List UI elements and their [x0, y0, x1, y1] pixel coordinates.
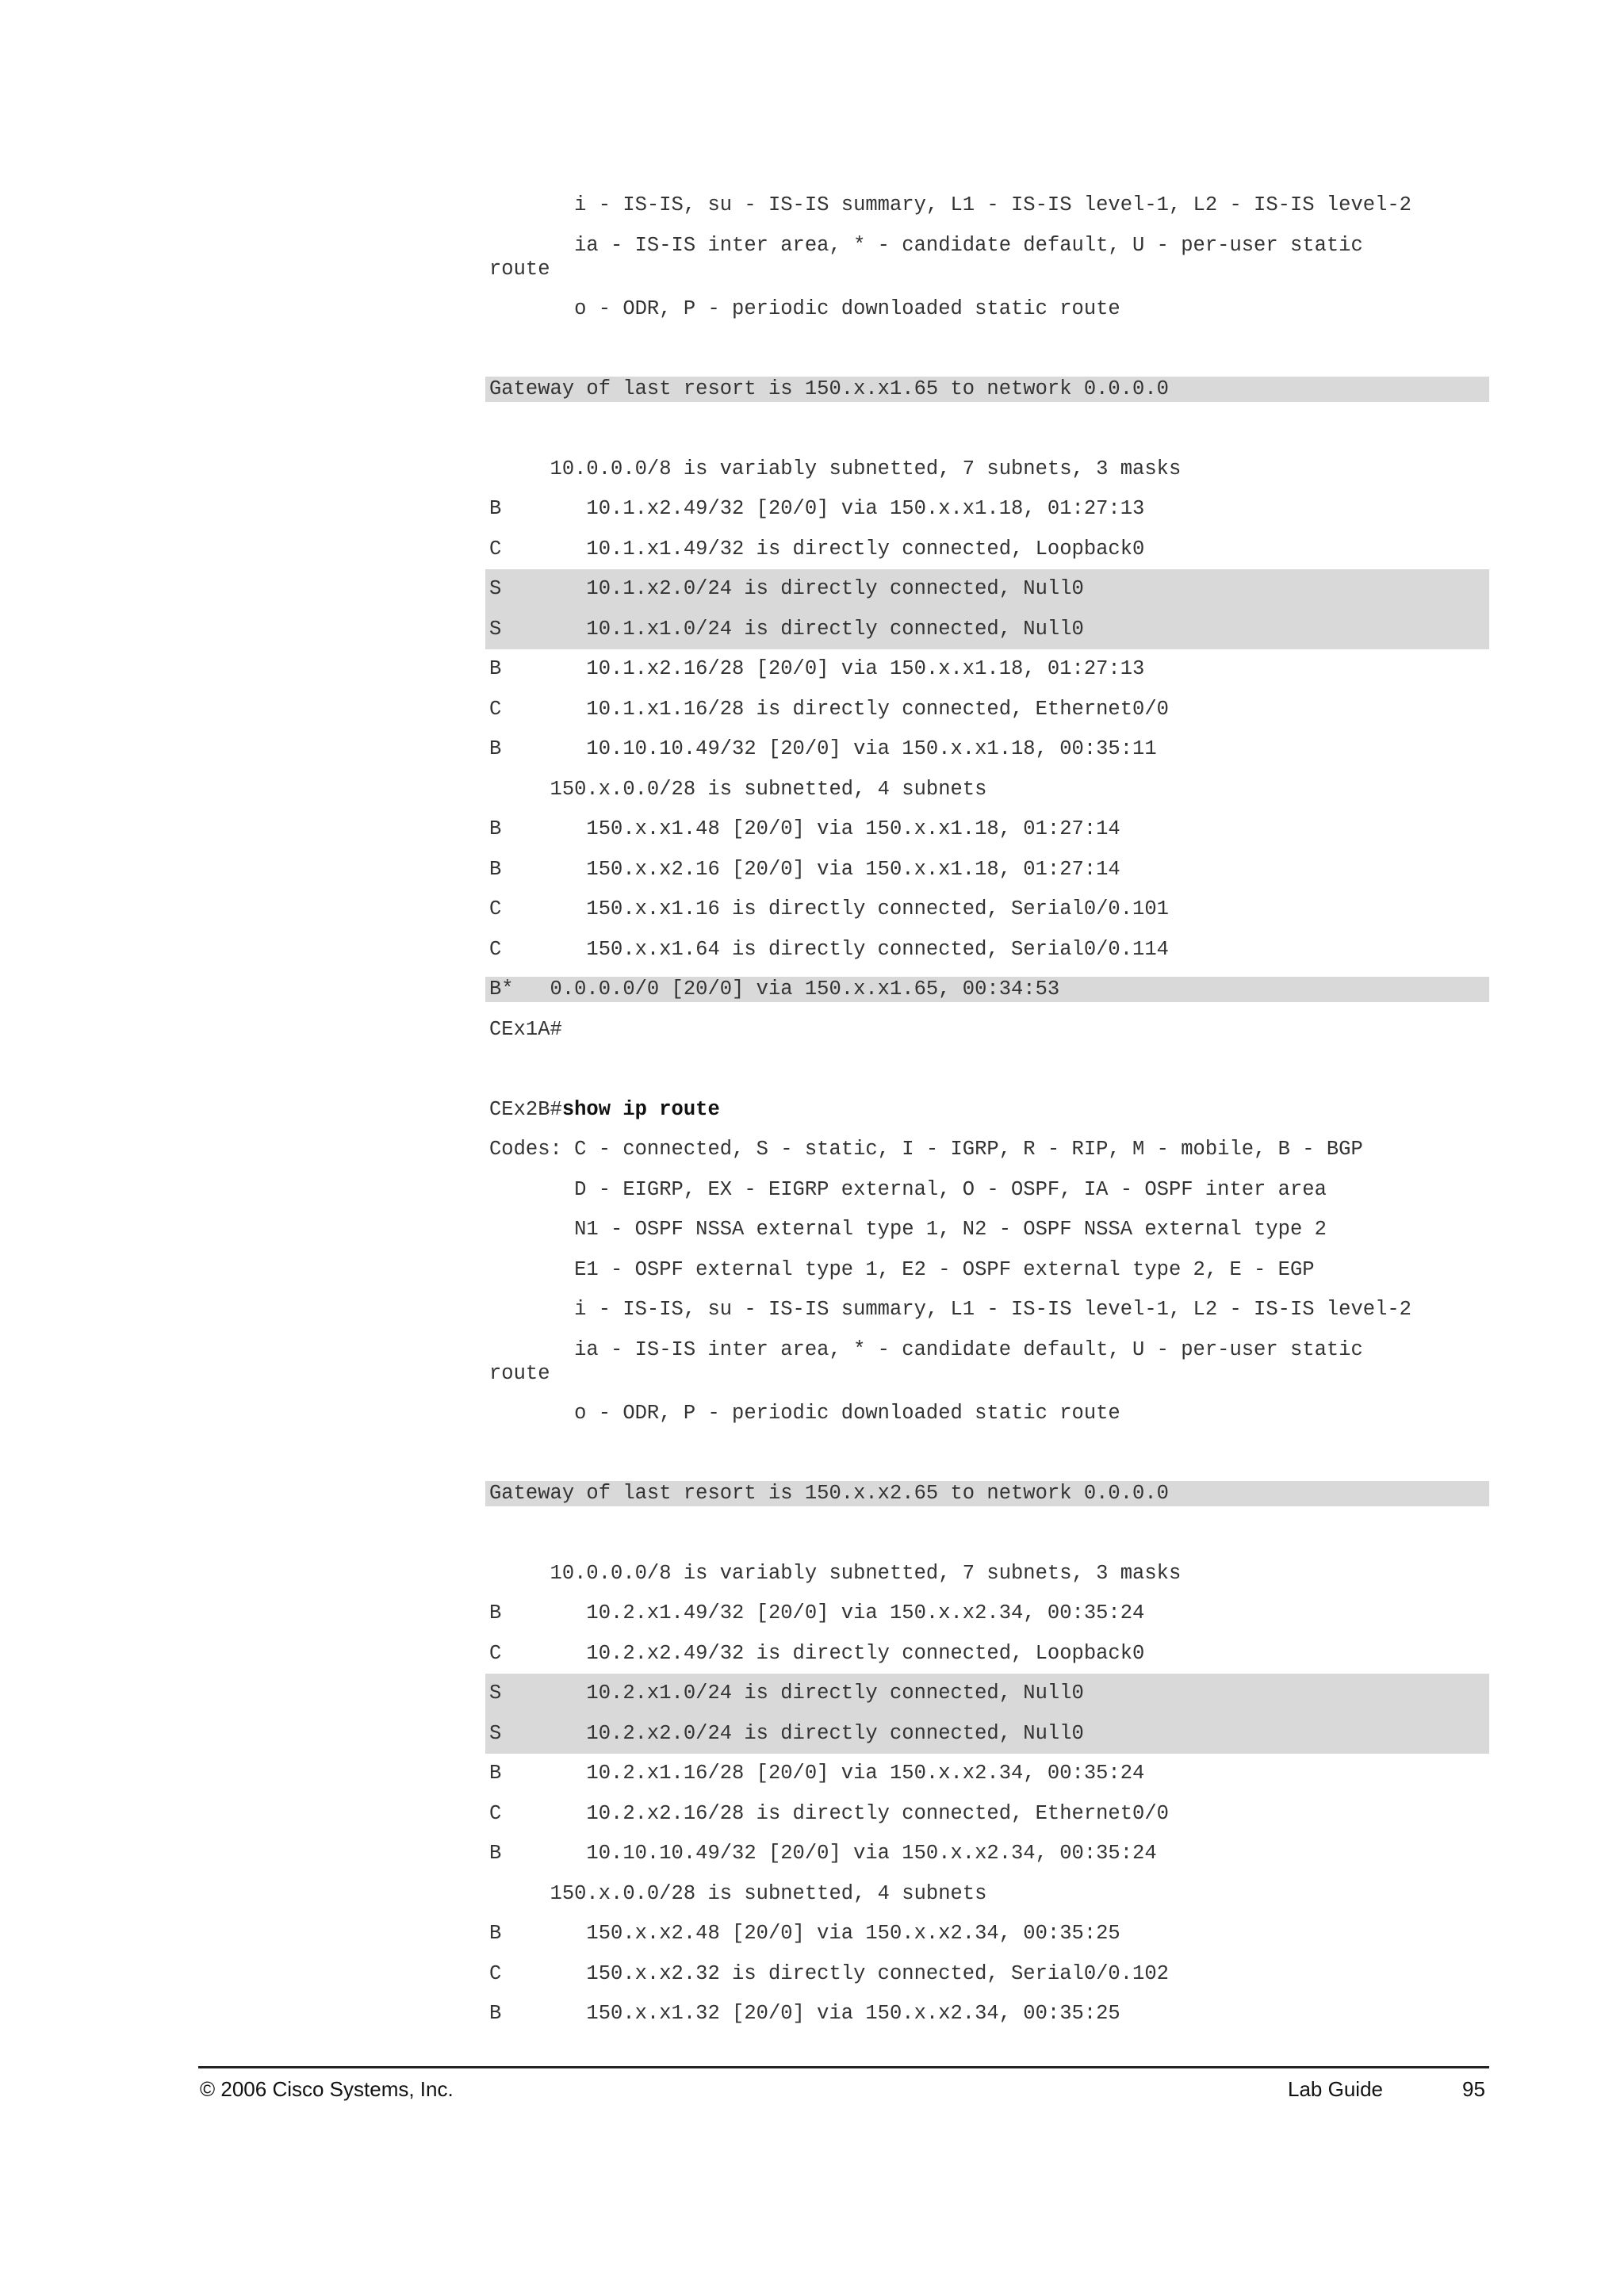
route-output-block-1	[485, 186, 1489, 2034]
code-line: N1 - OSPF NSSA external type 1, N2 - OSPF NSSA external type 2	[489, 1218, 1327, 1241]
code-line: ia - IS-IS inter area, * - candidate default, U - per-user static route	[489, 1337, 1363, 1385]
code-line: i - IS-IS, su - IS-IS summary, L1 - IS-IS level-1, L2 - IS-IS level-2	[489, 193, 1411, 216]
prompt: CEx2B#	[489, 1097, 562, 1121]
static-route-highlighted: S 10.1.x2.0/24 is directly connected, Null0	[485, 569, 1489, 610]
code-line: o - ODR, P - periodic downloaded static route	[489, 1401, 1120, 1425]
code-line: E1 - OSPF external type 1, E2 - OSPF external type 2, E - EGP	[489, 1257, 1315, 1281]
code-line: 150.x.0.0/28 is subnetted, 4 subnets	[489, 777, 987, 801]
blank-line	[485, 1433, 1489, 1474]
code-line: B 150.x.x1.48 [20/0] via 150.x.x1.18, 01:27:14	[489, 817, 1120, 840]
code-line: 10.0.0.0/8 is variably subnetted, 7 subnets, 3 masks	[489, 1561, 1182, 1585]
footer-section: Lab Guide	[1288, 2077, 1383, 2101]
code-line: C 10.1.x1.49/32 is directly connected, Loopback0	[489, 537, 1145, 561]
footer-page-number: 95	[1462, 2077, 1485, 2101]
footer-rule	[198, 2066, 1489, 2068]
code-line: o - ODR, P - periodic downloaded static route	[489, 297, 1120, 320]
code-line: Codes: C - connected, S - static, I - IGRP, R - RIP, M - mobile, B - BGP	[489, 1138, 1363, 1161]
code-line: C 10.2.x2.16/28 is directly connected, Ethernet0/0	[489, 1801, 1169, 1825]
static-route-highlighted: S 10.1.x1.0/24 is directly connected, Null0	[485, 610, 1489, 650]
static-route-highlighted: S 10.2.x2.0/24 is directly connected, Null0	[485, 1714, 1489, 1755]
gateway-line-highlighted: Gateway of last resort is 150.x.x2.65 to network 0.0.0.0	[485, 1481, 1489, 1506]
code-line: B 10.10.10.49/32 [20/0] via 150.x.x2.34, 00:35:24	[489, 1842, 1157, 1865]
gateway-line-highlighted: Gateway of last resort is 150.x.x1.65 to network 0.0.0.0	[485, 377, 1489, 402]
code-line: B 10.2.x1.16/28 [20/0] via 150.x.x2.34, 00:35:24	[489, 1762, 1145, 1785]
blank-line	[485, 329, 1489, 369]
blank-line	[485, 1513, 1489, 1554]
code-line: C 150.x.x1.64 is directly connected, Serial0/0.114	[489, 937, 1169, 961]
code-line: C 150.x.x2.32 is directly connected, Serial0/0.102	[489, 1961, 1169, 1985]
code-line: B 150.x.x2.16 [20/0] via 150.x.x1.18, 01:27:14	[489, 857, 1120, 881]
blank-line	[485, 409, 1489, 450]
code-line: D - EIGRP, EX - EIGRP external, O - OSPF, IA - OSPF inter area	[489, 1177, 1327, 1201]
code-line: B 10.2.x1.49/32 [20/0] via 150.x.x2.34, 00:35:24	[489, 1601, 1145, 1624]
code-line: i - IS-IS, su - IS-IS summary, L1 - IS-IS level-1, L2 - IS-IS level-2	[489, 1298, 1411, 1321]
code-line: ia - IS-IS inter area, * - candidate default, U - per-user static route	[489, 233, 1363, 281]
footer-copyright: © 2006 Cisco Systems, Inc.	[200, 2077, 454, 2101]
code-line: C 150.x.x1.16 is directly connected, Serial0/0.101	[489, 897, 1169, 920]
code-line: B 10.1.x2.49/32 [20/0] via 150.x.x1.18, 01:27:13	[489, 497, 1145, 520]
code-line: 10.0.0.0/8 is variably subnetted, 7 subnets, 3 masks	[489, 457, 1182, 480]
blank-line	[485, 1050, 1489, 1090]
code-line: C 10.2.x2.49/32 is directly connected, Loopback0	[489, 1641, 1145, 1665]
code-line: B 10.1.x2.16/28 [20/0] via 150.x.x1.18, 01:27:13	[489, 657, 1145, 680]
code-line: 150.x.0.0/28 is subnetted, 4 subnets	[489, 1881, 987, 1905]
code-line: B 150.x.x2.48 [20/0] via 150.x.x2.34, 00:35:25	[489, 1922, 1120, 1945]
default-route-highlighted: B* 0.0.0.0/0 [20/0] via 150.x.x1.65, 00:34:53	[485, 977, 1489, 1002]
code-line: CEx1A#	[489, 1017, 562, 1041]
command: show ip route	[561, 1097, 720, 1121]
code-line: C 10.1.x1.16/28 is directly connected, Ethernet0/0	[489, 697, 1169, 721]
static-route-highlighted: S 10.2.x1.0/24 is directly connected, Null0	[485, 1674, 1489, 1714]
code-line: B 10.10.10.49/32 [20/0] via 150.x.x1.18, 00:35:11	[489, 737, 1157, 760]
command-line	[485, 1090, 1489, 1131]
code-line: B 150.x.x1.32 [20/0] via 150.x.x2.34, 00:35:25	[489, 2002, 1120, 2025]
